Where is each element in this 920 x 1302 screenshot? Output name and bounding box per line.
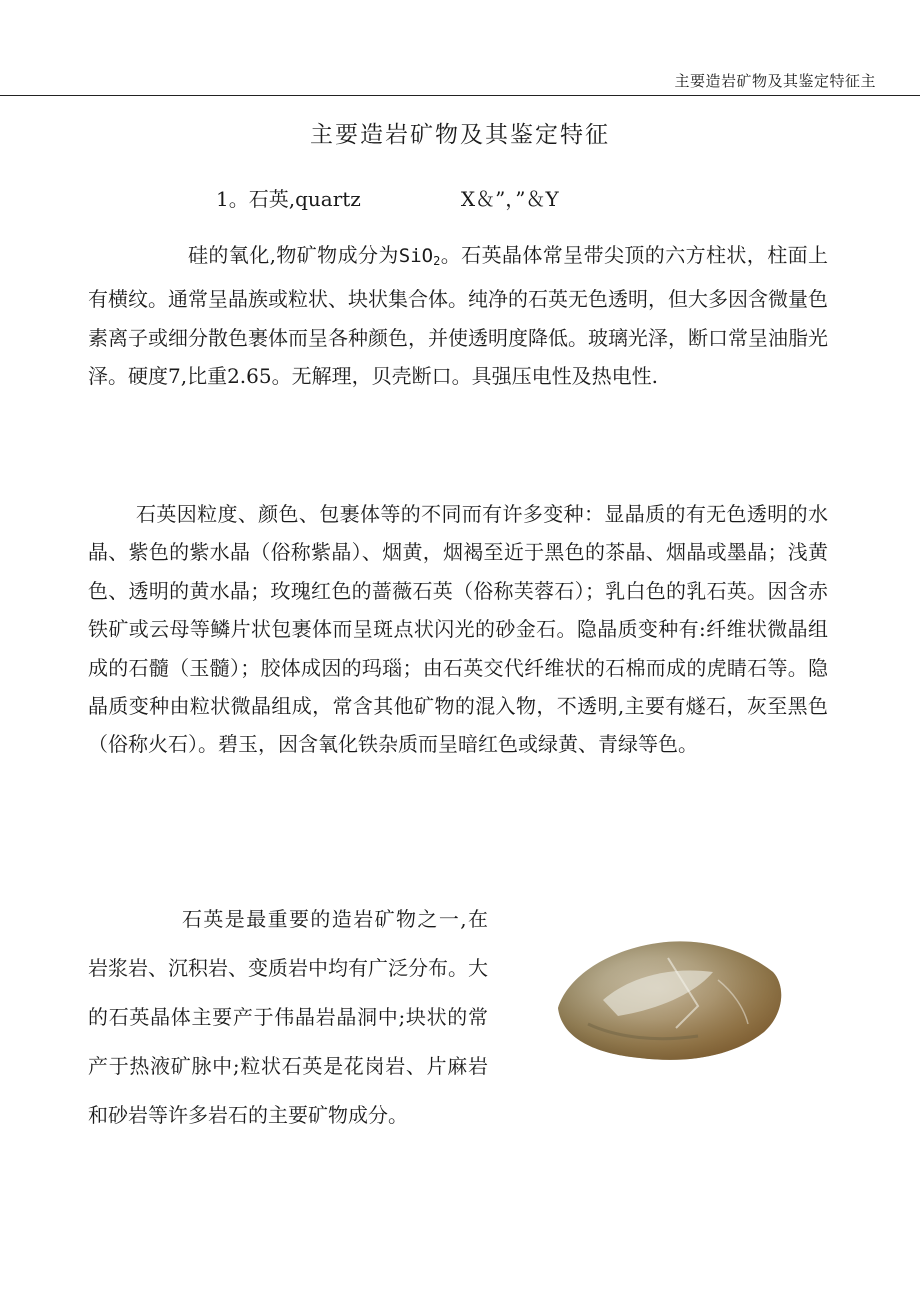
paragraph-composition [88,236,828,396]
page-title: 主要造岩矿物及其鉴定特征 [310,122,610,148]
section-heading [216,183,559,212]
chemical-formula [399,245,441,267]
paragraph-occurrence: 石英是最重要的造岩矿物之一,在岩浆岩、沉积岩、变质岩中均有广泛分布。大的石英晶体主要产于伟晶岩晶洞中;块状的常产于热液矿脉中;粒状石英是花岗岩、片麻岩和砂岩等许多岩石的主要矿物成分。 [88,907,488,1127]
running-header: 主要造岩矿物及其鉴定特征主 [674,72,876,90]
section-heading-tail: X＆”，”＆Y [460,187,559,211]
paragraph-composition-rest: 。石英晶体常呈带尖顶的六方柱状，柱面上有横纹。通常呈晶族或粒状、块状集合体。纯净的石英无色透明，但大多因含微量色素离子或细分散色裹体而呈各种颜色，并使透明度降低。玻璃光泽，断口常呈油脂光泽。硬度7,比重2.65。无解理，贝壳断口。具强压电性及热电性. [88,243,829,389]
quartz-crystal-photo [548,928,788,1068]
section-heading-label: 1。石英,quartz [216,187,361,211]
paragraph-composition-lead: 硅的氧化,物矿物成分为 [188,243,399,267]
formula-subscript: 2 [433,254,441,268]
formula-base: SiO [398,245,434,267]
header-divider [0,95,920,96]
paragraph-varieties: 石英因粒度、颜色、包裹体等的不同而有许多变种：显晶质的有无色透明的水晶、紫色的紫水晶（俗称紫晶）、烟黄，烟褐至近于黑色的茶晶、烟晶或墨晶；浅黄色、透明的黄水晶；玫瑰红色的蔷薇石英（俗称芙蓉石）；乳白色的乳石英。因含赤铁矿或云母等鳞片状包裹体而呈斑点状闪光的砂金石。隐晶质变种有:纤维状微晶组成的石髓（玉髓）；胶体成因的玛瑙；由石英交代纤维状的石棉而成的虎睛石等。隐晶质变种由粒状微晶组成，常含其他矿物的混入物，不透明,主要有燧石，灰至黑色（俗称火石）。碧玉，因含氧化铁杂质而呈暗红色或绿黄、青绿等色。 [88,502,828,757]
